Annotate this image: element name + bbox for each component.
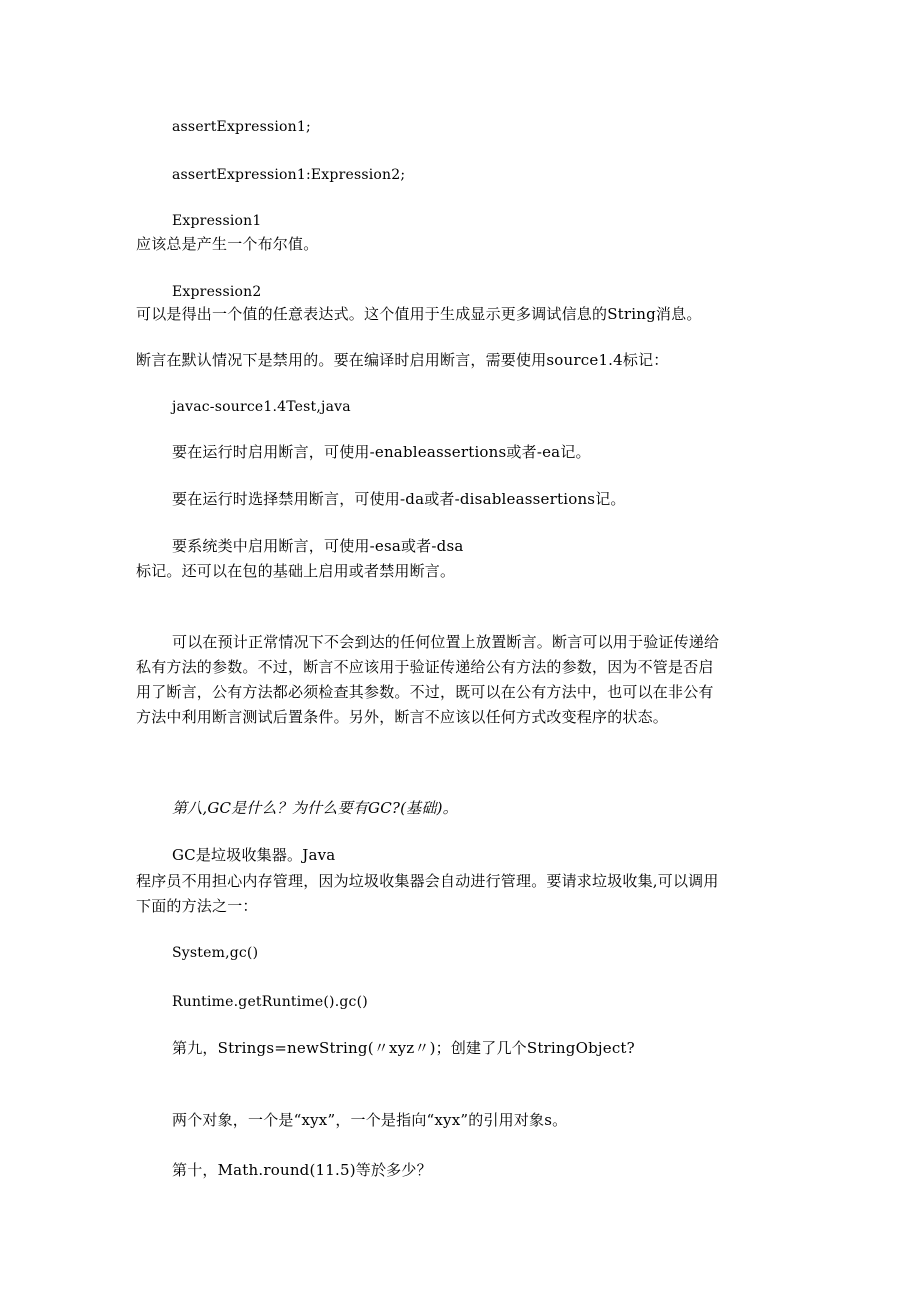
question-10-heading: 第十，Math.round(11.5)等於多少？	[172, 1161, 432, 1179]
question-9-heading: 第九，Strings=newString(〃xyz〃)；创建了几个StringObject?	[172, 1039, 635, 1057]
gc-answer-line-2: 程序员不用担心内存管理，因为垃圾收集器会自动进行管理。要请求垃圾收集,可以调用	[136, 872, 719, 890]
question-8-heading: 第八,GC是什么？为什么要有GC?(基础)。	[172, 799, 458, 817]
package-assertions-line: 标记。还可以在包的基础上启用或者禁用断言。	[136, 562, 456, 580]
system-assertions-line: 要系统类中启用断言，可使用-esa或者-dsa	[172, 537, 464, 555]
assert-disabled-paragraph: 断言在默认情况下是禁用的。要在编译时启用断言，需要使用source1.4标记：	[136, 351, 669, 369]
assert-usage-paragraph-line-3: 用了断言，公有方法都必须检查其参数。不过，既可以在公有方法中，也可以在非公有	[136, 683, 714, 701]
gc-answer-line-1: GC是垃圾收集器。Java	[172, 846, 336, 864]
assert-usage-paragraph-line-2: 私有方法的参数。不过，断言不应该用于验证传递给公有方法的参数，因为不管是否启	[136, 658, 714, 676]
assert-usage-paragraph-line-4: 方法中利用断言测试后置条件。另外，断言不应该以任何方式改变程序的状态。	[136, 708, 669, 726]
gc-answer-line-3: 下面的方法之一：	[136, 897, 258, 915]
disable-assertions-line: 要在运行时选择禁用断言，可使用-da或者-disableassertions记。	[172, 490, 626, 508]
assert-usage-paragraph-line-1: 可以在预计正常情况下不会到达的任何位置上放置断言。断言可以用于验证传递给	[172, 633, 720, 651]
code-runtime-gc: Runtime.getRuntime().gc()	[172, 994, 368, 1010]
question-9-answer: 两个对象，一个是“xyx”，一个是指向“xyx”的引用对象s。	[172, 1111, 568, 1129]
expression2-description: 可以是得出一个值的任意表达式。这个值用于生成显示更多调试信息的String消息。	[136, 305, 702, 323]
code-assert-expression2: assertExpression1:Expression2;	[172, 167, 406, 183]
code-javac-command: javac-source1.4Test,java	[172, 399, 351, 415]
enable-assertions-line: 要在运行时启用断言，可使用-enableassertions或者-ea记。	[172, 443, 591, 461]
expression1-description: 应该总是产生一个布尔值。	[136, 235, 319, 253]
expression1-label: Expression1	[172, 213, 262, 229]
code-assert-expression1: assertExpression1;	[172, 119, 311, 135]
expression2-label: Expression2	[172, 284, 262, 300]
code-system-gc: System,gc()	[172, 945, 259, 961]
